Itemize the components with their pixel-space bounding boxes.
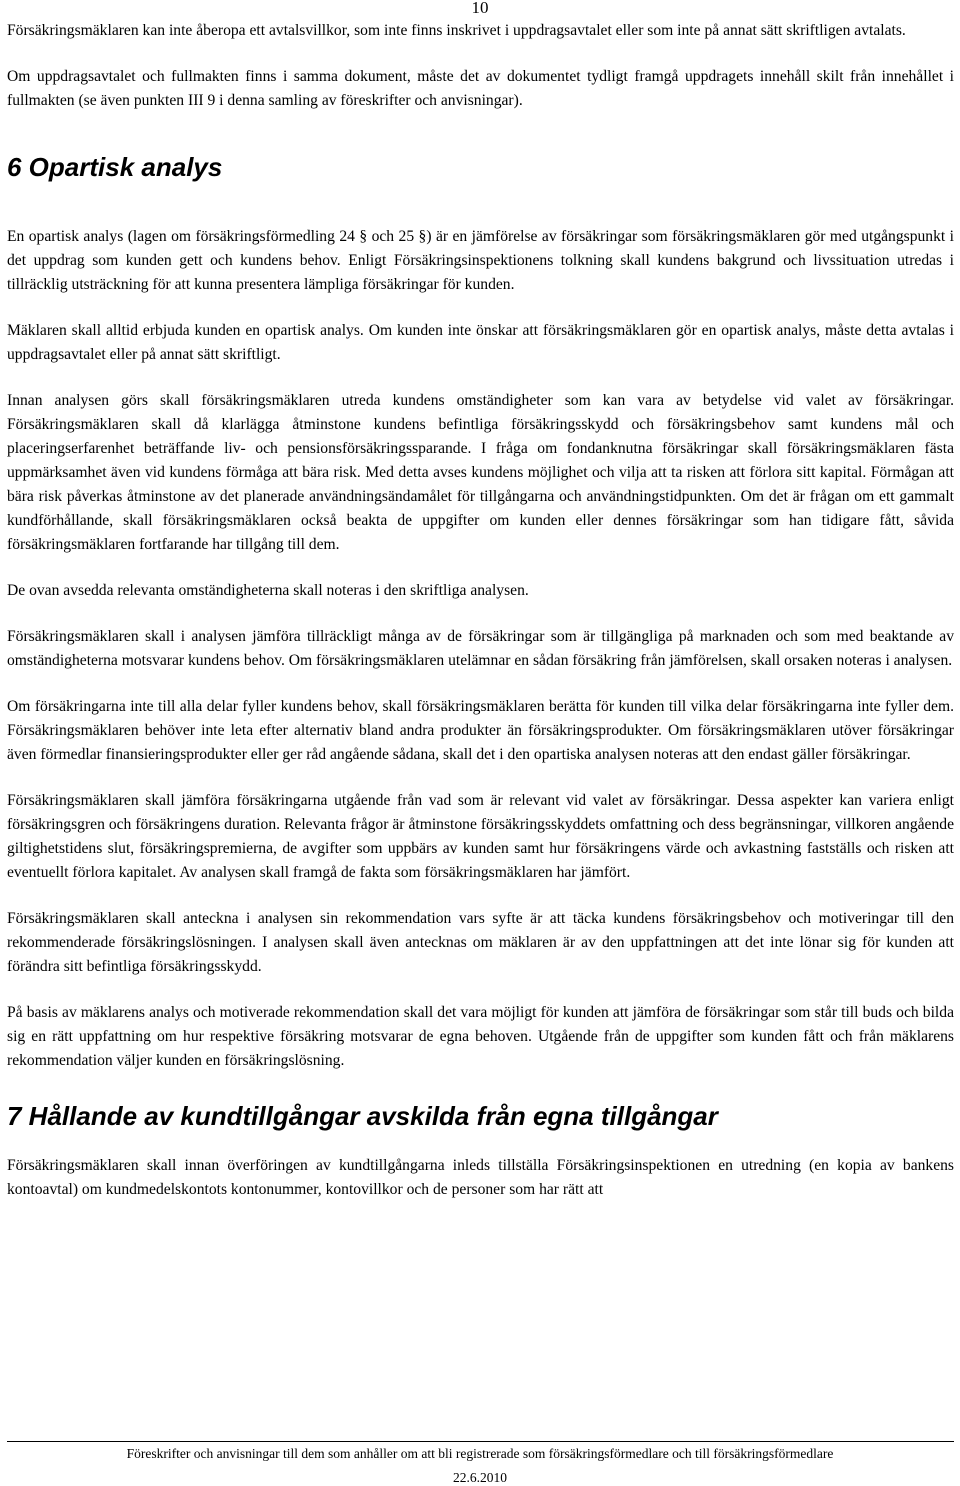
footer-date: 22.6.2010 [453,1470,507,1485]
paragraph-compare-insurances: Försäkringsmäklaren skall i analysen jämföra tillräckligt många av de försäkringar som är tillgängliga på marknaden och som med beaktande av omständigheterna motsvarar kundens behov. Om försäkringsmäklaren utelämnar en sådan försäkring från jämförelsen, skall orsaken noteras i analysen. [7,628,954,669]
paragraph-coverage-gaps: Om försäkringarna inte till alla delar fyller kundens behov, skall försäkringsmäklaren berätta för kunden till vilka delar försäkringarna inte fyller dem. Försäkringsmäklaren behöver inte leta efter alternativ bland andra produkter än försäkringsprodukter. Om försäkringsmäklaren utöver försäkringar även förmedlar finansieringsprodukter eller ger råd angående sådana, skall det i den opartiska analysen noteras att den endast gäller försäkringar. [7,698,954,763]
paragraph-comparison-aspects: Försäkringsmäklaren skall jämföra försäkringarna utgående från vad som är relevant vid valet av försäkringar. Dessa aspekter kan variera enligt försäkringsgren och försäkringens duration. Relevanta frågor är åtminstone försäkringsskyddets omfattning och dess begränsningar, villkoren angående giltighetstidens slut, försäkringspremierna, de avgifter som uppbärs av kunden samt hur försäkringens värde och avkastning fastställs och risken att eventuellt förlora kapitalet. Av analysen skall framgå de fakta som försäkringsmäklaren har jämfört. [7,792,954,881]
page-number: 10 [471,0,489,17]
paragraph-record-circumstances: De ovan avsedda relevanta omständigheterna skall noteras i den skriftliga analysen. [7,582,529,599]
section-heading-7: 7 Hållande av kundtillgångar avskilda från egna tillgångar [7,1101,718,1131]
footer-title: Föreskrifter och anvisningar till dem som anhåller om att bli registrerade som försäkringsförmedlare och till försäkringsförmedlare [126,1446,834,1461]
paragraph-impartial-analysis: En opartisk analys (lagen om försäkringsförmedling 24 § och 25 §) är en jämförelse av försäkringar som försäkringsmäklaren gör med utgångspunkt i det uppdrag som kunden gett och kundens behov. Enligt Försäkringsinspektionens tolkning skall kundens bakgrund och livssituation utredas i tillräcklig utsträckning för att kunna presentera lämpliga försäkringar för kunden. [7,228,954,293]
paragraph-customer-choice: På basis av mäklarens analys och motiverade rekommendation skall det vara möjligt för kunden att jämföra de försäkringar som står till buds och bilda sig en rätt uppfattning om hur respektive försäkring motsvarar de egna behoven. Utgående från de uppgifter som kunden fått och från mäklarens rekommendation väljer kunden en försäkringslösning. [7,1004,954,1069]
section-heading-6: 6 Opartisk analys [7,152,223,182]
paragraph-client-funds: Försäkringsmäklaren skall innan överföringen av kundtillgångarna inleds tillställa Försäkringsinspektionen en utredning (en kopia av bankens kontoavtal) om kundmedelskontots kontonummer, kontovillkor och de personer som har rätt att [7,1157,954,1198]
document-body [7,19,954,1202]
paragraph-customer-circumstances: Innan analysen görs skall försäkringsmäklaren utreda kundens omständigheter som kan vara av betydelse vid valet av försäkringar. Försäkringsmäklaren skall då klarlägga åtminstone kundens befintliga försäkringsskydd och försäkringsbehov samt kundens mål och placeringserfarenhet beträffande liv- och pensionsförsäkringssparande. I fråga om fondanknutna försäkringar skall försäkringsmäklaren fästa uppmärksamhet även vid kundens förmåga att bära risk. Med detta avses kundens möjlighet och vilja att ta risken att förlora sitt kapital. Förmågan att bära risk påverkas åtminstone av det planerade användningsändamålet för tillgångarna och användningstidpunkten. Om det är frågan om ett gammalt kundförhållande, skall försäkringsmäklaren också beakta de uppgifter om kunden eller dennes försäkringar som han tidigare fått, såvida försäkringsmäklaren fortfarande har tillgång till dem. [7,392,954,553]
paragraph-recommendation: Försäkringsmäklaren skall anteckna i analysen sin rekommendation vars syfte är att täcka kundens försäkringsbehov och motiveringar till den rekommenderade försäkringslösningen. I analysen skall även antecknas om mäklaren är av den uppfattningen att det inte lönar sig för kunden att förändra sitt befintliga försäkringsskydd. [7,910,954,975]
footer-divider [7,1441,954,1442]
paragraph-power-of-attorney: Om uppdragsavtalet och fullmakten finns i samma dokument, måste det av dokumentet tydligt framgå uppdragets innehåll skilt från innehållet i fullmakten (se även punkten III 9 i denna samling av föreskrifter och anvisningar). [7,68,954,109]
paragraph-contract-terms: Försäkringsmäklaren kan inte åberopa ett avtalsvillkor, som inte finns inskrivet i uppdragsavtalet eller som inte på annat sätt skriftligen avtalats. [7,22,906,39]
paragraph-offer-analysis: Mäklaren skall alltid erbjuda kunden en opartisk analys. Om kunden inte önskar att försäkringsmäklaren gör en opartisk analys, måste detta avtalas i uppdragsavtalet eller på annat sätt skriftligt. [7,322,954,363]
